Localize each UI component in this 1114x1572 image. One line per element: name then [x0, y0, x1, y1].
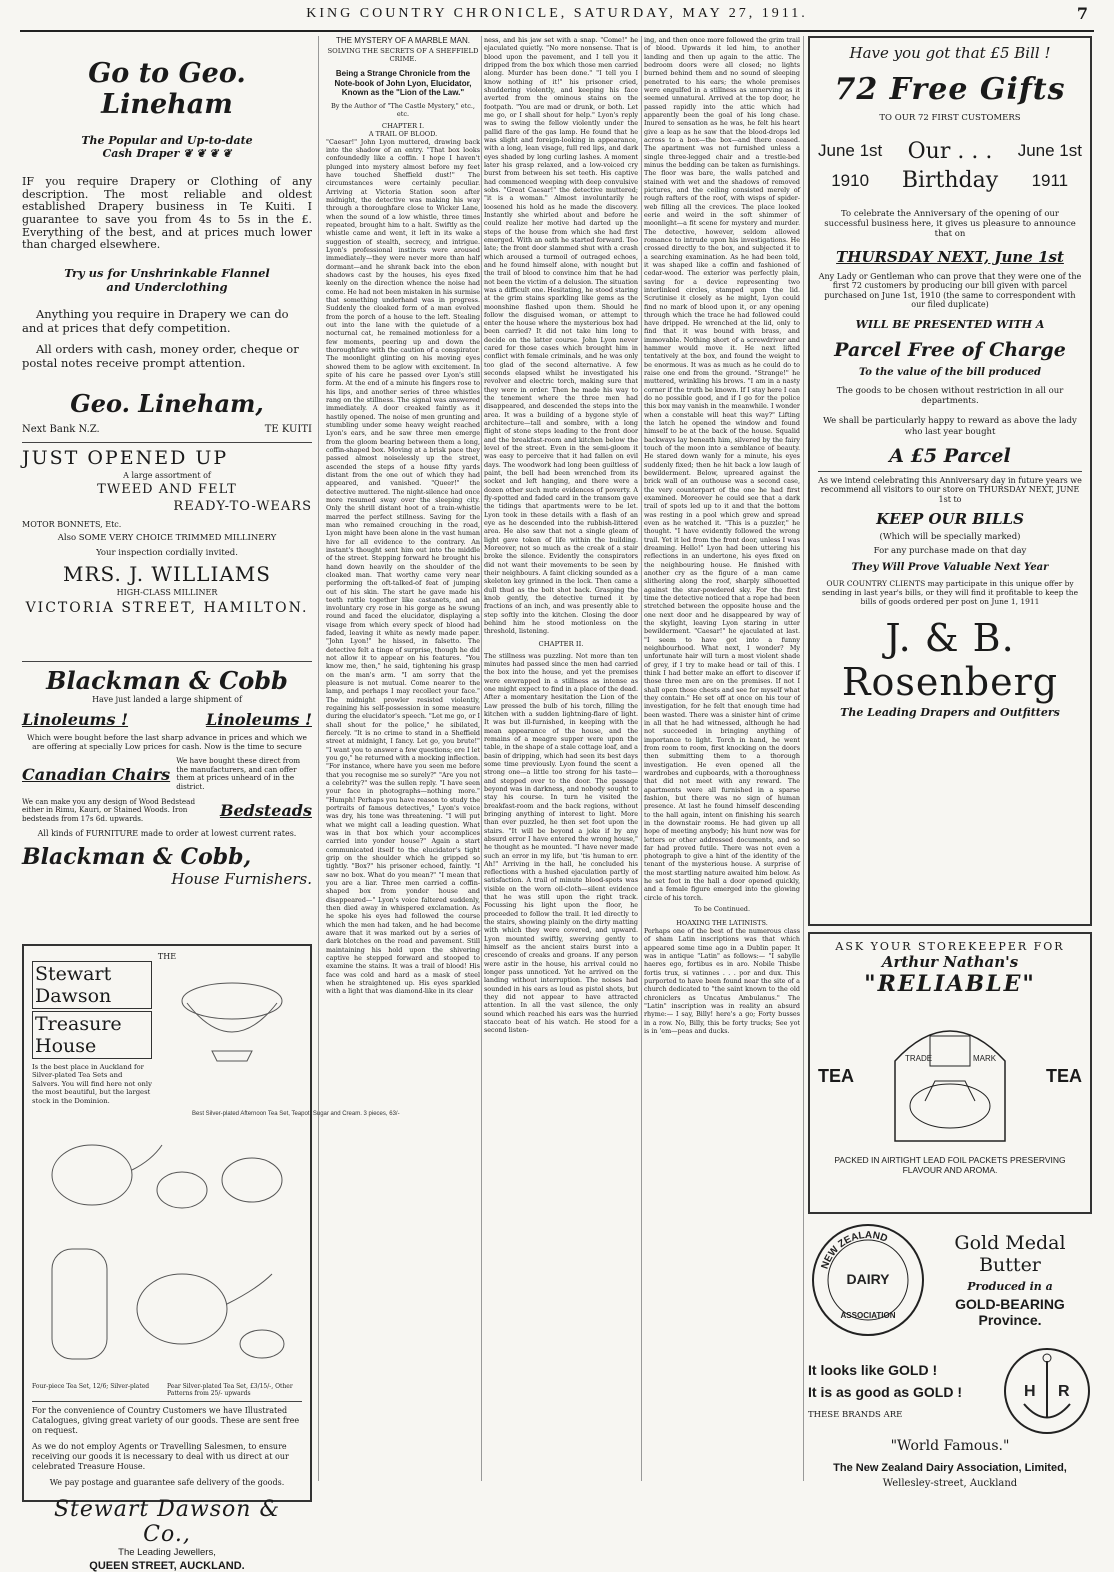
hoax-heading: HOAXING THE LATINISTS. — [676, 919, 768, 928]
williams-line: Also SOME VERY CHOICE TRIMMED MILLINERY — [57, 533, 277, 543]
lineham-footer — [22, 424, 312, 435]
hoax-text: Perhaps one of the best of the numerous class of sham Latin inscriptions was that which appeared some time ago in a Dublin paper. It was in antique "Latin" as follows:— "I sabylle haeres ego, fortibus es in aro. Nobile Thisbe fortis trux, si vatinnes . . . por and dux. This purported to have been found near the site of a church dedicated to "the saint known to the old chroniclers as Uncatus Ambulanus." The "Latin" inscription was in reality an absurd rhyme:— I say, Billy! here's a go; Forty busses in a row. No, Billy, this be forty trucks; See yot is in 'em—peas and ducks. — [644, 927, 800, 1036]
linoleum-label: Linoleums ! — [205, 710, 312, 729]
rosenberg-ad — [808, 36, 1092, 926]
column-story-3 — [644, 36, 800, 1481]
story-text: The stillness was puzzling. Not more than ten minutes had passed since the men had carried the box into the house, and yet the premises were enwrapped in a stillness as intense as one might expect to find in a place of the dead. After a momentary hesitation the Lion of the Law pressed the bulb of his torch, filling the kitchen with a sudden lightning-flare of light. It was but ill-furnished, in keeping with the mean appearance of the house, and the remains of a meagre supper were upon the table, in the shape of a stale cottage loaf, and a basin of dripping, which had seen its best days some time previously. Lyon found the scent a strong one—a little too strong for his taste—and stepped over to the door. The passage beyond was in darkness, and nobody sought to stay his course. In turn he visited the breakfast-room and the back regions, without bringing anything of interest to light. More than ever puzzled, he then set foot upon the stairs. "It will be beyond a joke if by any absurd error I have entered the wrong house," he thought as he mounted. "I have never made such an error in my life, but 'tis human to err. Ah!" Arriving in the hall, he concluded his reflections with a hushed ejaculation partly of satisfaction. A trail of minute blood-spots was visible on the worn oil-cloth—silent evidence that he was still upon the right track. Focussing his light upon the floor, he proceeded to follow the trail. It led directly to the stairs, showing plainly on the dirty matting with which they were covered, and upward. Lyon mounted swiftly, swerving gently to himself as the ancient stairs burst into a crescendo of creaks and groans. If any person were astir in the house, his arrival could no longer pass unnoticed. Yet he arrived on the landing without interruption. The noises had sounded in his ears as loud as pistol shots, but they did not appear to have attracted attention. In all the vast silence, the only sound which reached his ears was the hurried staccato beat of his watch. He stood for a second listen- — [484, 651, 638, 1035]
story-text: ness, and his jaw set with a snap. "Come!" he ejaculated quietly. "No more nonsense. That is blood upon the pavement, and I tell you it dripped from the box which those men carried along. Murder has been done." "I tell you I know nothing of it!" his prisoner cried, shuddering violently, and keeping his face averted from the ominous stains on the footpath. "You are mad or drunk, or both. Let me go, or I shall shout for help." Lyon's reply was to swing the fellow violently under the pallid flare of the gas lamp. He found that he was slight and foreign-looking in appearance, with a long, lean visage, full red lips, and dark eyes shaded by long curling lashes. A moment later his grasp relaxed, and a low-voiced cry burst from between his set teeth. His captive had commenced weeping with deep convulsive sobs. "Great Caesar!" the detective muttered; "it is a woman." Almost involuntarily he loosened his hold as he made the discovery. Instantly she whirled about and before he could realize her motive had darted up the steps of the house from which she had first emerged. With an oath he started forward. Too late; the front door slammed shut with a crash which aroused a turmoil of outraged echoes, and he found himself alone, with nought but the trail of blood to convince him that he had not been the victim of a delusion. The situation was a difficult one. Hesitating, he stood staring at the grim stains sparkling like gems as the moonshine flashed upon them. Should he follow the disguised woman, or attempt to enter the house where the mysterious box had been carried? It did not take him long to decide on the latter course. John Lyon never cared for those cases which brought him in conflict with female criminals, and he was only too glad of the second alternative. A few seconds elapsed whilst he investigated his revolver and electric torch, making sure that they were in order. Then he made his way to the tenement where the three men had disappeared, and descended the steps into the area. It was a building of a bygone style of architecture—tall and sombre, with a long flight of stone steps leading to the front door and the breakfast-room and kitchen below the level of the street. Even in the semi-gloom it was easy to perceive that it had fallen on evil days. The woodwork had long been guiltless of paint, the bell had been wrenched from its socket and left hanging, and there were a dozen other such mute evidences of poverty. A fly-spotted and faded card in the transom gave the tidings that apartments were to be let. Lyon took in these details with a flash of an eye as he descended into the rubbish-littered area. He also saw that not a single gleam of light gave token of life within the building. Moreover, not so much as the creak of a stair broke the silence. Evidently the conspirators did not want their movements to be seen by their neighbours. A faint clicking sounded as a skeleton key grinned in the lock. Then came a dull thud as the bolt shot back. Grasping the knob gently, the detective turned it by fractions of an inch, and was presently able to step softly into the kitchen. Closing the door behind him he stood motionless on the threshold, listening. — [484, 36, 638, 636]
column-advertisements-right — [808, 36, 1092, 1489]
stewart-captions — [32, 1383, 302, 1397]
column-divider — [318, 36, 319, 1481]
williams-line: Your inspection cordially invited. — [96, 548, 238, 558]
birthday-date: June 1st — [818, 141, 883, 160]
williams-line: MOTOR BONNETS, Etc. — [22, 520, 122, 529]
trade-mark-icon — [875, 1001, 1025, 1151]
column-story-2 — [484, 36, 638, 1481]
rosenberg-thursday: THURSDAY NEXT, June 1st — [836, 247, 1064, 266]
dairy-association-seal-icon — [808, 1220, 928, 1340]
divider — [818, 471, 1082, 472]
column-divider — [641, 36, 642, 1481]
to-be-continued: To be Continued. — [693, 905, 751, 914]
williams-ad — [22, 447, 312, 657]
seal-ring-top: NEW ZEALAND — [819, 1229, 889, 1271]
lineham-tagline: The Popular and Up-to-date — [81, 134, 253, 147]
stewart-dawson-ad — [22, 944, 400, 1572]
stewart-the: THE — [157, 952, 177, 961]
rosenberg-five-pound: A £5 Parcel — [889, 444, 1011, 467]
dairy-brands: THESE BRANDS ARE — [808, 1410, 903, 1420]
page-number: 7 — [1076, 4, 1088, 23]
lineham-tagline-2: Cash Draper ❦ ❦ ❦ ❦ — [102, 147, 232, 160]
svg-text:NEW ZEALAND — [820, 1230, 889, 1271]
blackman-line: All kinds of FURNITURE made to order at lowest current rates. — [37, 829, 297, 839]
story-text: "Caesar!" John Lyon muttered, drawing back into the shadow of an entry. "That box looks confoundedly like a coffin. I hope I haven't plunged into mystery almost before my feet have touched Sheffield dust!" The circumstances were certainly peculiar. Arriving at Victoria Station soon after midnight, the detective was making his way through a thoroughfare close to Wicker Lane, when the sound of a low whistle, three times repeated, brought him to a halt. Swiftly as the whistle came and went, it left in its wake a suggestion of stealth, secrecy, and intrigue. Lyon's professional instincts were aroused immediately—they were never more than half dormant—and he shrank back into the ebon shadows cast by the houses, his eyes fixed keenly on the direction whence the noise had come. He had not been mistaken in his surmise that something underhand was in progress. Suddenly the cloaked form of a man evolved from the porch of a house to the left. Stealing out into the lane with the quietude of a nocturnal cat, he remained motionless for a few moments, peering up and down the thoroughfare with the caution of a conspirator. The moonlight glinting on his moving eyes showed them to be aglow with excitement. In spite of his care he passed over Lyon's still form. At the end of a minute his fingers rose to his lips, and another series of three whistles rang on the stillness. The signal was answered immediately. A door creaked faintly as it hastily opened. The noise of men grunting and stumbling under some heavy weight reached Lyon's ears, and he saw three men emerge from the gloom bearing between them a long, coffin-shaped box. Moving at a brisk pace they passed almost noiselessly up the street, ascended the steps of a house fifty yards distant from the one out of which they had appeared, and vanished. "Queer!" the detective muttered. The night-silence had once more resumed sway over the sleeping city. Only the shrill distant hoot of a train-whistle marred the perfect stillness. Saving for the man who remained crouching in the road, Lyon might have been alone in the vast human hive for all evidence to the contrary. An instant's thought sent him out into the middle of the street. Stepping forward he brought his hand down heavily on the shoulder of the cloaked man. That worthy came very near performing the oft-talked-of feat of jumping out of his skin. The start he gave made his teeth rattle together like castanets, and an involuntary cry rose in his gorge as he swung round and faced the elucidator, displaying a visage from which every speck of blood had faded, leaving it white as newly made paper. "John Lyon!" he hissed, in falsetto. The detective felt a tinge of surprise, though he did not allow it to appear on his features. "You know me, then," he said, tightening his grasp on the man's arm. "I am sorry that the pleasure is not mutual. Come nearer to the lamp, and perhaps I may recollect your face." The midnight prowler resisted violently, regaining his self-possession in some measure during the elucidator's speech. "Let me go, or I shall shout for the police," he sibilated, fiercely. "It is no crime to stand in a Sheffield street at midnight, I fancy. Let go, you brute!" "I want you to answer a few questions; ere I let you go," he returned with a mocking inflection. "For instance, where have you seen me before that you recognise me so surely?" "Are you not a celebrity?" was the sullen reply. "I have seen your face in photographs—nothing more." "Humph! Perhaps you have reason to study the portraits of famous detectives," Lyon's voice was dry, his tone was threatening. "I will put what we might call a leading question. What was in that box which your accomplices carried into yonder house?" Again a start communicated itself to the elucidator's tight grip on the shoulder which he gripped so tightly. "Box?" his prisoner echoed, faintly. "I saw no box. What do you mean?" "I mean that you are a liar. Three men carried a coffin-shaped box from yonder house and disappeared—" Lyon's voice faltered suddenly, then died away in whispered exclamation. As he spoke his eyes had followed the course which the men had taken, and he had become aware that it was marked out by a series of dark blotches on the road and pavement. Still maintaining his hold upon the shivering captive he stepped forward and stooped to examine the stains. It was a trail of blood! His face was cold and hard as a mask of steel when he straightened up. His eyes sparkled with a light that was diamond-like in its clear — [326, 137, 480, 996]
column-divider — [803, 36, 804, 1481]
stewart-intro: Is the best place in Auckland for Silver-plated Tea Sets and Salvers. You will find here not only the most beautiful, but the largest stock in the Dominion. — [32, 1063, 152, 1105]
rosenberg-tagline: The Leading Drapers and Outfitters — [840, 706, 1060, 720]
story-text: ing, and then once more followed the grim trail of blood. Upwards it led him, to another landing and then up again to the attic. The bedroom doors were all closed; no lights burned behind them and no sound of sleeping penetrated to his ears; the whole premises were engulfed in a stillness as unnerving as it seemed unnatural. Arrived at the top door, he passed rapidly into the attic which had apparently been the goal of his long chase. Inured to sensation as he was, he felt his heart give a leap as he saw that the blood-drops led across to a box—the box—and there ceased. The apartment was not furnished unless a single three-legged chair and a trestle-bed minus the bedding can be taken as furnishings. The floor was bare, the walls patched and stained with wet and the shadows of removed pictures, and the ceiling consisted merely of rough rafters of the roof, with wisps of spider-web filling all the crevices. The place looked eerie and weird in the soft shimmer of moonlight—a fit scene for mystery and murder. The detective, however, seldom allowed romance to intrude upon his investigations. He crossed directly to the box, and subjected it to a searching examination. As he had been told, it was shaped like a coffin and fashioned of cedar-wood. The exterior was perfectly plain, saving for a device representing two interlinked circles, stamped upon the lid. Scrutinise it closely as he might, Lyon could find no mark of blood upon it, or any opening through which the trace he had followed could have dripped. He wrenched at the lid, only to find that it was bound with brass, and immovable. Nothing short of a screwdriver and hammer would move it. He next lifted tentatively at the box, and found the weight to be enormous. It was as much as he could do to raise one end from the ground. "Strange!" he muttered, wrinkling his brows. "I am in a nasty corner if the truth be known. If I stay here I can do no possible good, and if I go for the police this box may vanish in the meanwhile. I wonder when a constable will heat this way?" Lifting the latch he opened the window and found himself to be at the back of the house. Squalid backways lay beneath him, silvered by the fairy touch of the moon into a semblance of beauty. He stared down wanly for a minute, his eyes suddenly fixed; then he hit back a low laugh of bewilderment. Below, upreared against the brick wall of an outhouse was a second case, the very counterpart of the one he had first examined. Moreover he could see that a dark trail of spots led up to it and that the bottom was resting in a pool which grew and spread even as he watched it. "This is a puzzler," he thought. "I have evidently followed the wrong trail. Yet it led from the front door, unless I was dreaming. Hello!" Lyon had been uttering his reflections in an undertone, his eyes fixed on the neighbouring house. He finished with another cry as the figure of a man came slithering along the roof, sharply silhouetted against the star-powdered sky. For the first time the detective noticed that a rope had been stretched between the opposite house and the one next door and he disappeared by way of the skylight, leaving Lyon staring in utter bewilderment. "Caesar!" he ejaculated at last. "I seem to have got into a funny neighbourhood. What next, I wonder? My unfortunate hair will turn a most violent shade of grey, if I try to make head or tail of this. I think I had better make an effort to discover if those three men are on the premises. If not I shall open those chests and see for myself what they contain." He set off at once on his tour of investigation, for he felt that enough time had been wasted. There was a sinister hint of crime in all that he had witnessed, although he had not succeeded in bringing anything of importance to light. Torch in hand, he went from room to room, first knocking on the doors then submitting them to a thorough investigation. He even opened all the wardrobes and cupboards, with a thoroughness that did not meet with any reward. The apartments were all furnished in a sparse fashion, but there was no sign of human presence. At last he found himself descending to the hall again, intent on finishing his search in the downstair rooms. He had given up all hope of meeting anybody; his hunt now was for letters or other addressed documents, and so far had proved futile. There was not even a photograph to give a hint of the identity of the tenant of the mysterious house. A surprise of the most startling nature awaited him below. As he set foot in the hall a door opened quickly, and a female figure emerged into the glowing circle of his torch. — [644, 36, 800, 902]
stewart-postage: We pay postage and guarantee safe delivery of the goods. — [49, 1478, 285, 1488]
rosenberg-prove: They Will Prove Valuable Next Year — [851, 562, 1049, 574]
divider — [22, 661, 312, 662]
masthead — [0, 6, 1114, 28]
blackman-line: Which were bought before the last sharp advance in prices and which we are offering at specially Low prices for cash. Now is the time to secure — [27, 733, 307, 751]
tea-label: TEA — [818, 1065, 854, 1086]
mark-label: MARK — [973, 1054, 997, 1063]
divider — [22, 442, 312, 443]
nathan-footer: PACKED IN AIRTIGHT LEAD FOIL PACKETS PRESERVING FLAVOUR AND AROMA. — [834, 1155, 1066, 1175]
bedsteads-label: Bedsteads — [219, 801, 312, 821]
blackman-linoleums — [22, 710, 312, 729]
decorative-ornament-icon: ❦ ❦ ❦ ❦ — [183, 147, 232, 160]
williams-name: MRS. J. WILLIAMS — [63, 562, 271, 586]
rosenberg-marked: (Which will be specially marked) — [879, 532, 1021, 543]
dairy-association: The New Zealand Dairy Association, Limited, — [833, 1462, 1067, 1474]
stewart-catalogue: For the convenience of Country Customers we have Illustrated Catalogues, giving great variety of our goods. These are sent free on request. — [32, 1406, 300, 1436]
tea-set-caption: Best Silver-plated Afternoon Tea Set, Teapot, Sugar and Cream. 3 pieces, 63/- — [192, 1111, 400, 1118]
williams-line: TWEED AND FELT — [97, 482, 237, 497]
nathan-reliable: "RELIABLE" — [864, 971, 1036, 997]
blackman-line: Have just landed a large shipment of — [92, 695, 242, 704]
seal-dairy: DAIRY — [846, 1271, 890, 1287]
sugar-bowl-icon — [152, 961, 302, 1071]
dairy-looks: It looks like GOLD ! — [808, 1362, 938, 1378]
williams-heading: JUST OPENED UP — [22, 447, 229, 469]
chapter-title: A TRAIL OF BLOOD. — [368, 129, 438, 138]
lineham-heading: Go to Geo. Lineham — [88, 58, 246, 120]
tea-set-caption: Four-piece Tea Set, 12/6; Silver-plated — [32, 1383, 150, 1391]
stewart-signature: Stewart Dawson & Co., — [53, 1497, 281, 1548]
blackman-signature: Blackman & Cobb, — [22, 844, 252, 871]
masthead-title: KING COUNTRY CHRONICLE, SATURDAY, MAY 27, 1911. — [306, 6, 808, 21]
stewart-title-2: Treasure House — [32, 1011, 152, 1059]
chairs-text: We have bought these direct from the manufacturers, and can offer them at prices unheard of in the district. — [176, 756, 301, 791]
williams-address: VICTORIA STREET, HAMILTON. — [25, 600, 309, 616]
stewart-agents: As we do not employ Agents or Travelling Salesmen, to ensure receiving our goods it is necessary to deal with us direct at our celebrated Treasure House. — [32, 1442, 289, 1472]
rosenberg-text: The goods to be chosen without restriction in all our departments. — [836, 385, 1064, 407]
column-advertisements-left — [22, 36, 400, 1572]
blackman-chairs — [22, 757, 312, 792]
story-title: THE MYSTERY OF A MARBLE MAN. — [336, 36, 470, 45]
williams-line: READY-TO-WEARS — [173, 499, 312, 514]
rosenberg-name: J. & B. Rosenberg — [841, 616, 1059, 705]
rosenberg-will: WILL BE PRESENTED WITH A — [855, 317, 1045, 331]
seal-ring-bottom: ASSOCIATION — [840, 1311, 896, 1320]
lineham-location: Next Bank N.Z. — [22, 424, 100, 436]
dairy-gold-medal: Gold Medal — [954, 1232, 1066, 1254]
birthday-year: 1910 — [831, 171, 870, 190]
lineham-signature: Geo. Lineham, — [70, 389, 264, 419]
lineham-orders: All orders with cash, money order, cheque or postal notes receive prompt attention. — [22, 342, 299, 371]
nathan-tea-row — [818, 1001, 1082, 1151]
lineham-town: TE KUITI — [264, 424, 312, 436]
trade-label: TRADE — [905, 1054, 933, 1063]
dairy-ad — [808, 1220, 1092, 1489]
column-story-1 — [326, 36, 480, 1481]
lineham-intro: IF you require Drapery or Clothing of any description. The most reliable and oldest established Drapery business in Te Kuiti. I guarantee to save you from 4s to 5s in the £. Everything of the best, and at prices much lower than charged elsewhere. — [22, 175, 312, 252]
story-byline: By the Author of "The Castle Mystery," etc., etc. — [331, 101, 475, 118]
nathan-ask: ASK YOUR STOREKEEPER FOR — [835, 940, 1065, 953]
rosenberg-parcel: Parcel Free of Charge — [834, 338, 1066, 361]
blackman-bedsteads — [22, 798, 312, 824]
williams-line: A large assortment of — [123, 471, 211, 480]
anchor-brand-icon — [1002, 1346, 1092, 1436]
dairy-produced: Produced in a — [967, 1280, 1053, 1293]
blackman-sub: House Furnishers. — [171, 870, 312, 889]
williams-line: HIGH-CLASS MILLINER — [116, 588, 218, 597]
dairy-good: It is as good as GOLD ! — [808, 1384, 963, 1400]
rosenberg-text: Any Lady or Gentleman who can prove that they were one of the first 72 customers by producing our bill given with parcel purchased on June 1st, 1910 (the same to correspondent with our filed duplicate) — [818, 271, 1082, 310]
bedsteads-text: We can make you any design of Wood Bedstead either in Rimu, Kauri, or Stained Woods. Iron bedsteads from 17s 6d. upwards. — [22, 796, 196, 823]
chapter-heading: CHAPTER II. — [538, 639, 584, 648]
lineham-ad — [22, 58, 312, 438]
rosenberg-text: OUR COUNTRY CLIENTS may participate in this unique offer by sending in last year's bills, or they will find it profitable to keep the bills of goods ordered per post on June 1, 1911 — [821, 579, 1079, 607]
dairy-address: Wellesley-street, Auckland — [882, 1478, 1018, 1489]
rosenberg-birthday — [818, 139, 1082, 193]
rosenberg-text: To celebrate the Anniversary of the opening of our successful business here, it gives us pleasure to announce that on — [824, 209, 1076, 240]
tea-set-icon — [32, 1105, 400, 1225]
birthday-word: Birthday — [901, 168, 999, 193]
teapot-icon — [32, 1229, 302, 1379]
rosenberg-to: TO OUR 72 FIRST CUSTOMERS — [879, 113, 1021, 123]
birthday-our: Our . . . — [907, 139, 993, 164]
lineham-try: Try us for Unshrinkable Flannel — [64, 265, 270, 280]
anchor-letter: H — [1024, 1383, 1036, 1400]
rosenberg-text: We shall be particularly happy to reward as above the lady who last year bought — [823, 416, 1077, 437]
tea-label: TEA — [1046, 1065, 1082, 1086]
story-description: Being a Strange Chronicle from the Note-book of John Lyon, Elucidator, Known as the "Lion of the Law." — [334, 69, 472, 98]
story-subtitle: SOLVING THE SECRETS OF A SHEFFIELD CRIME. — [327, 47, 479, 63]
rosenberg-question: Have you got that £5 Bill ! — [849, 44, 1051, 62]
lineham-drapery: Anything you require in Drapery we can do and at prices that defy competition. — [22, 306, 289, 335]
rosenberg-text: As we intend celebrating this Anniversary day in future years we recommend all visitors to our store on THURSDAY NEXT, JUNE 1st to — [818, 475, 1082, 504]
rosenberg-keep: KEEP OUR BILLS — [876, 510, 1024, 529]
linoleum-label: Linoleums ! — [22, 710, 129, 729]
tea-set-caption: Pear Silver-plated Tea Set, £3/15/-, Other Patterns from 25/- upwards — [167, 1383, 293, 1398]
lineham-try-2: and Underclothing — [106, 279, 228, 294]
column-divider — [481, 36, 482, 1481]
rosenberg-free-gifts: 72 Free Gifts — [834, 72, 1066, 107]
chapter-heading: CHAPTER I. — [381, 121, 425, 130]
masthead-rule — [20, 30, 1094, 32]
birthday-year: 1911 — [1031, 171, 1069, 190]
dairy-butter: Butter — [979, 1254, 1041, 1276]
birthday-date: June 1st — [1017, 141, 1082, 160]
nathan-tea-ad — [808, 932, 1092, 1214]
stewart-sub: The Leading Jewellers, — [118, 1547, 216, 1559]
blackman-heading: Blackman & Cobb — [46, 666, 288, 695]
blackman-ad — [22, 666, 312, 944]
divider — [32, 1401, 302, 1402]
anchor-letter: R — [1058, 1383, 1070, 1400]
rosenberg-value: To the value of the bill produced — [858, 366, 1042, 378]
rosenberg-any: For any purchase made on that day — [873, 546, 1027, 557]
chairs-label: Canadian Chairs — [22, 764, 171, 784]
stewart-address: QUEEN STREET, AUCKLAND. — [89, 1560, 245, 1572]
dairy-famous: "World Famous." — [890, 1438, 1010, 1454]
dairy-province: GOLD-BEARING Province. — [955, 1296, 1065, 1328]
stewart-title-1: Stewart Dawson — [32, 961, 152, 1009]
nathan-who: Arthur Nathan's — [881, 953, 1019, 971]
